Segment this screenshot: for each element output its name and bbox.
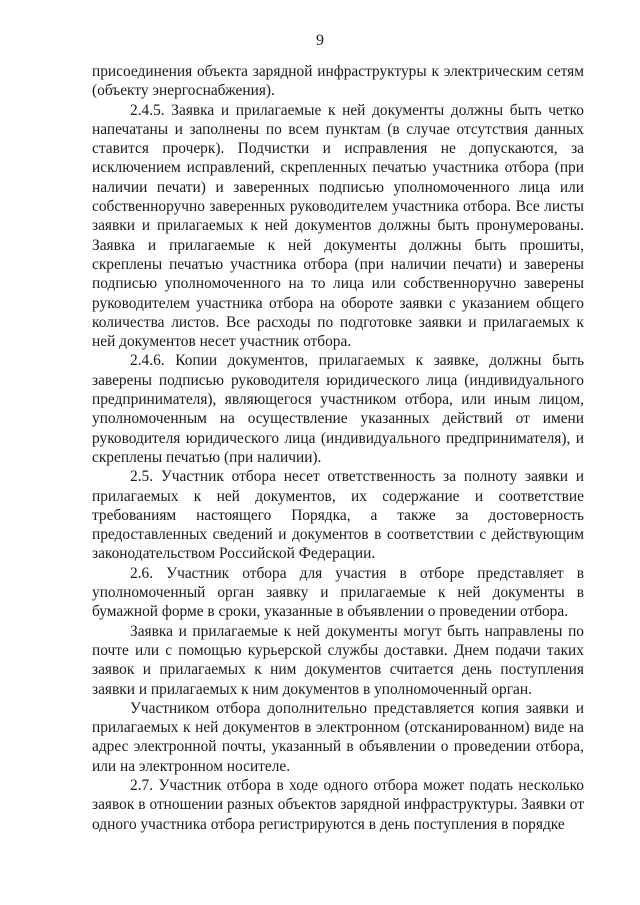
paragraph-continuation: присоединения объекта зарядной инфраструктуры к электрическим сетям (объекту энергоснабжения). [92,63,584,100]
document-body [92,62,584,834]
paragraph-2-6-electronic-copy: Участником отбора дополнительно представляется копия заявки и прилагаемых к ней документов в электронном (отсканированном) виде на адрес электронной почты, указанный в объявлении о проведении отбора, или на электронном носителе. [92,699,584,775]
paragraph-2-6: 2.6. Участник отбора для участия в отборе представляет в уполномоченный орган заявку и прилагаемые к ней документы в бумажной форме в сроки, указанные в объявлении о проведении отбора. [92,564,584,621]
paragraph-2-6-delivery: Заявка и прилагаемые к ней документы могут быть направлены по почте или с помощью курьерской службы доставки. Днем подачи таких заявок и прилагаемых к ним документов считается день поступления заявки и прилагаемых к ним документов в уполномоченный орган. [92,622,584,698]
paragraph-2-4-6: 2.4.6. Копии документов, прилагаемых к заявке, должны быть заверены подписью руководителя юридического лица (индивидуального предпринимателя), являющегося участником отбора, или иным лицом, уполномоченным на осуществление указанных действий от имени руководителя юридического лица (индивидуального предпринимателя), и скреплены печатью (при наличии). [92,352,584,466]
page-number: 9 [316,32,324,49]
paragraph-2-7: 2.7. Участник отбора в ходе одного отбора может подать несколько заявок в отношении разных объектов зарядной инфраструктуры. Заявки от одного участника отбора регистрируются в день поступления в порядке [92,776,584,833]
paragraph-2-5: 2.5. Участник отбора несет ответственность за полноту заявки и прилагаемых к ней документов, их содержание и соответствие требованиям настоящего Порядка, а также за достоверность предоставленных сведений и документов в соответствии с действующим законодательством Российской Федерации. [92,468,584,563]
paragraph-2-4-5: 2.4.5. Заявка и прилагаемые к ней документы должны быть четко напечатаны и заполнены по всем пунктам (в случае отсутствия данных ставится прочерк). Подчистки и исправления не допускаются, за исключением исправлений, скрепленных печатью участника отбора (при наличии печати) и заверенных подписью уполномоченного лица или собственноручно заверенных руководителем участника отбора. Все листы заявки и прилагаемых к ней документов должны быть пронумерованы. Заявка и прилагаемые к ней документы должны быть прошиты, скреплены печатью участника отбора (при наличии печати) и заверены подписью уполномоченного на то лица или собственноручно заверены руководителем участника отбора на обороте заявки с указанием общего количества листов. Все расходы по подготовке заявки и прилагаемых к ней документов несет участник отбора. [92,101,584,351]
